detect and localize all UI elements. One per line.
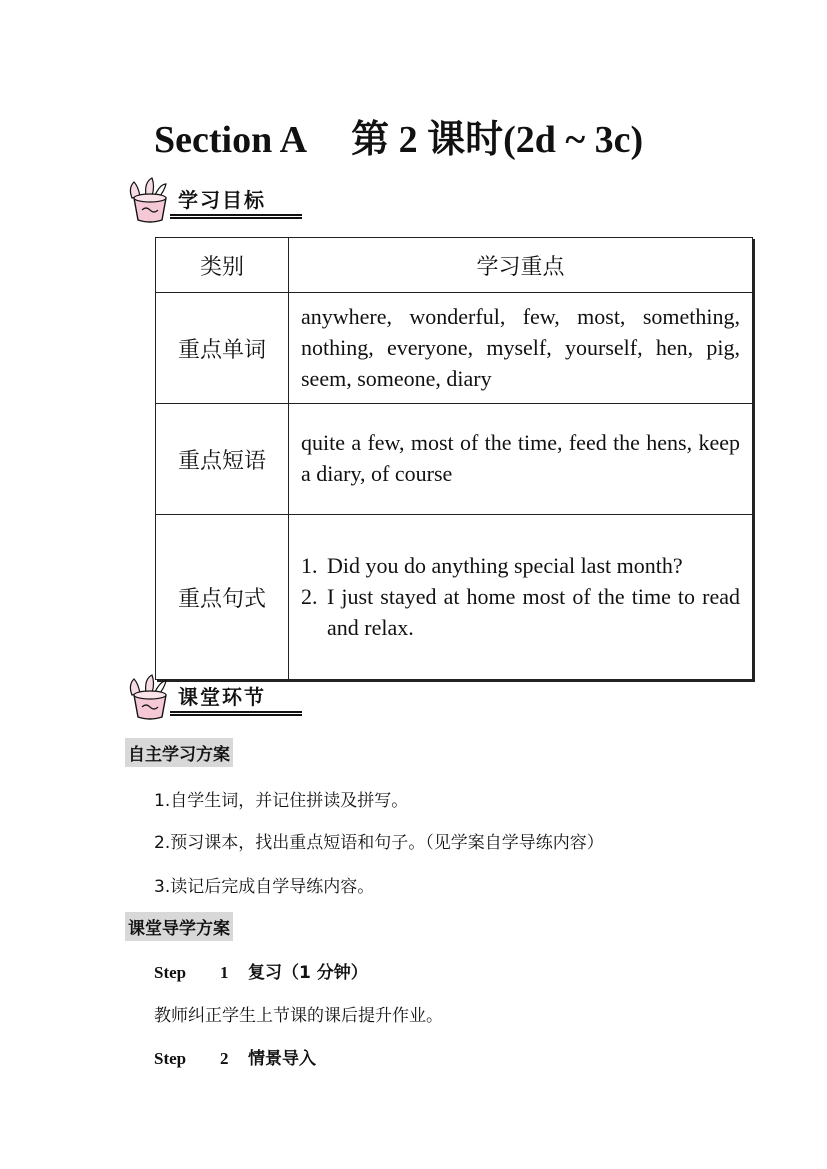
step-title: 复习（1 分钟） <box>248 963 368 983</box>
list-item: 2.预习课本，找出重点短语和句子。（见学案自学导练内容） <box>154 833 604 853</box>
sentence-text: I just stayed at home most of the time to read and relax. <box>327 583 740 640</box>
self-study-heading: 自主学习方案 <box>125 738 233 767</box>
section-header-goals <box>124 176 314 226</box>
list-item: 3.读记后完成自学导练内容。 <box>154 877 375 897</box>
row-category: 重点单词 <box>156 293 289 404</box>
title-lesson: 第 2 课时(2d ~ 3c) <box>351 119 644 161</box>
section-underline <box>170 711 302 713</box>
sentence-number: 1. <box>301 552 318 578</box>
row-content <box>289 515 753 680</box>
row-category: 重点短语 <box>156 404 289 515</box>
list-item: 1.自学生词，并记住拼读及拼写。 <box>154 791 409 811</box>
pencil-cup-icon <box>124 176 184 226</box>
section-label-classroom: 课堂环节 <box>178 685 266 709</box>
table-row <box>156 404 753 515</box>
table-row <box>156 515 753 680</box>
guided-heading: 课堂导学方案 <box>125 912 233 941</box>
page-title <box>154 108 643 163</box>
step-word: Step <box>154 963 187 982</box>
section-underline <box>170 214 302 216</box>
row-category: 重点句式 <box>156 515 289 680</box>
section-header-classroom <box>124 673 314 723</box>
sentence-item <box>301 550 740 581</box>
step-2 <box>154 1044 316 1069</box>
step-1-text: 教师纠正学生上节课的课后提升作业。 <box>154 1006 443 1026</box>
row-content: anywhere, wonderful, few, most, something, nothing, everyone, myself, yourself, hen, pig, seem, someone, diary <box>289 293 753 404</box>
step-1 <box>154 958 368 983</box>
sentence-item <box>301 581 740 643</box>
step-number: 2 <box>220 1049 229 1068</box>
step-number: 1 <box>220 963 229 982</box>
header-focus: 学习重点 <box>289 238 753 293</box>
sentence-number: 2. <box>301 583 318 609</box>
step-title: 情景导入 <box>248 1049 316 1069</box>
header-category: 类别 <box>156 238 289 293</box>
row-content: quite a few, most of the time, feed the hens, keep a diary, of course <box>289 404 753 515</box>
pencil-cup-icon <box>124 673 184 723</box>
section-label-goals: 学习目标 <box>178 188 266 212</box>
title-section: Section A <box>154 119 308 161</box>
step-word: Step <box>154 1049 187 1068</box>
learning-goals-table <box>155 237 753 680</box>
table-header-row <box>156 238 753 293</box>
sentence-text: Did you do anything special last month? <box>327 552 683 578</box>
table-row <box>156 293 753 404</box>
